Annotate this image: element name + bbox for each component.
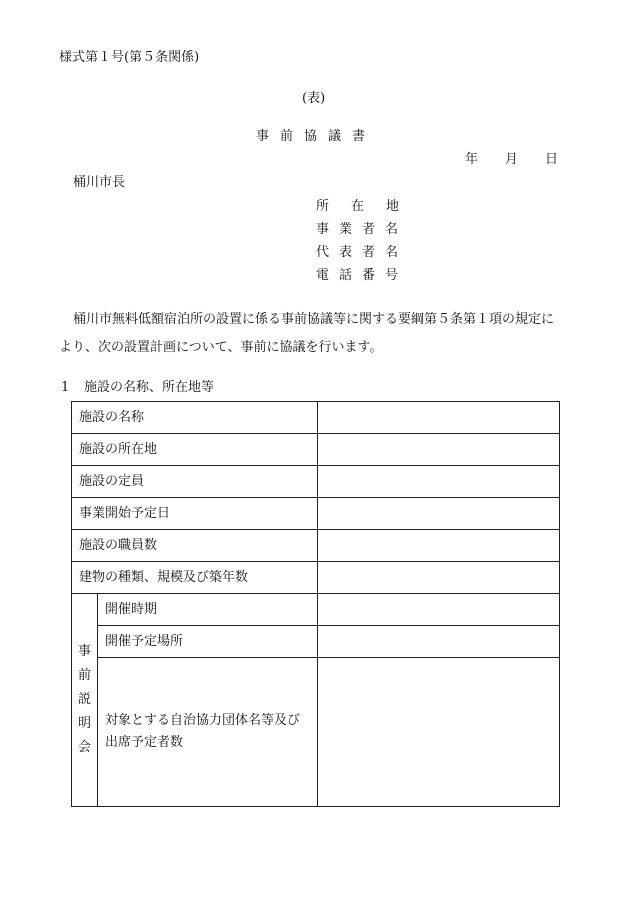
row-label: 施設の名称 [72,402,318,434]
table-row [72,402,560,434]
date-day: 日 [545,152,559,167]
title-char: 前 [280,129,294,144]
table-row [72,594,560,626]
table-row [72,498,560,530]
briefing-group-label: 事 前 説 明 会 [72,594,98,807]
table-row [72,658,560,807]
addressee: 桶川市長 [73,175,126,190]
section-heading [61,380,214,396]
request-statement-line: より、次の設置計画について、事前に協議を行います。 [59,340,383,355]
title-char: 協 [304,129,318,144]
title-char: 書 [352,129,366,144]
facility-table [71,401,560,807]
row-label: 施設の所在地 [72,434,318,466]
row-label: 施設の定員 [72,466,318,498]
title-char: 事 [256,129,270,144]
row-label: 開催時期 [98,594,318,626]
table-row [72,626,560,658]
row-label: 建物の種類、規模及び築年数 [72,562,318,594]
row-label: 事業開始予定日 [72,498,318,530]
value-cell-briefing-date[interactable] [318,594,560,626]
row-label: 開催予定場所 [98,626,318,658]
date-month: 月 [505,152,519,167]
table-row [72,562,560,594]
date-line [465,152,558,168]
value-cell-briefing-venue[interactable] [318,626,560,658]
applicant-phone-label: 電 話 番 号 [316,268,399,283]
section-number: 1 [61,380,70,395]
request-statement-line: 桶川市無料低額宿泊所の設置に係る事前協議等に関する要綱第５条第１項の規定に [73,312,555,327]
side-label: (表) [302,91,326,106]
applicant-representative-label: 代 表 者 名 [316,245,399,260]
value-cell-building-info[interactable] [318,562,560,594]
value-cell-facility-address[interactable] [318,434,560,466]
row-label: 施設の職員数 [72,530,318,562]
date-year: 年 [465,152,479,167]
applicant-address-label: 所 在 地 [316,199,400,214]
document-title [256,129,365,145]
row-label: 対象とする自治協力団体名等及び出席予定者数 [98,658,318,807]
table-row [72,530,560,562]
applicant-business-name-label: 事 業 者 名 [316,222,399,237]
value-cell-facility-name[interactable] [318,402,560,434]
value-cell-capacity[interactable] [318,466,560,498]
value-cell-staff-count[interactable] [318,530,560,562]
table-row [72,466,560,498]
form-number: 様式第１号(第５条関係) [59,50,200,65]
title-char: 議 [328,129,342,144]
value-cell-briefing-attendees[interactable] [318,658,560,807]
table-row [72,434,560,466]
request-statement [59,306,579,362]
section-title: 施設の名称、所在地等 [84,380,215,395]
value-cell-start-date[interactable] [318,498,560,530]
